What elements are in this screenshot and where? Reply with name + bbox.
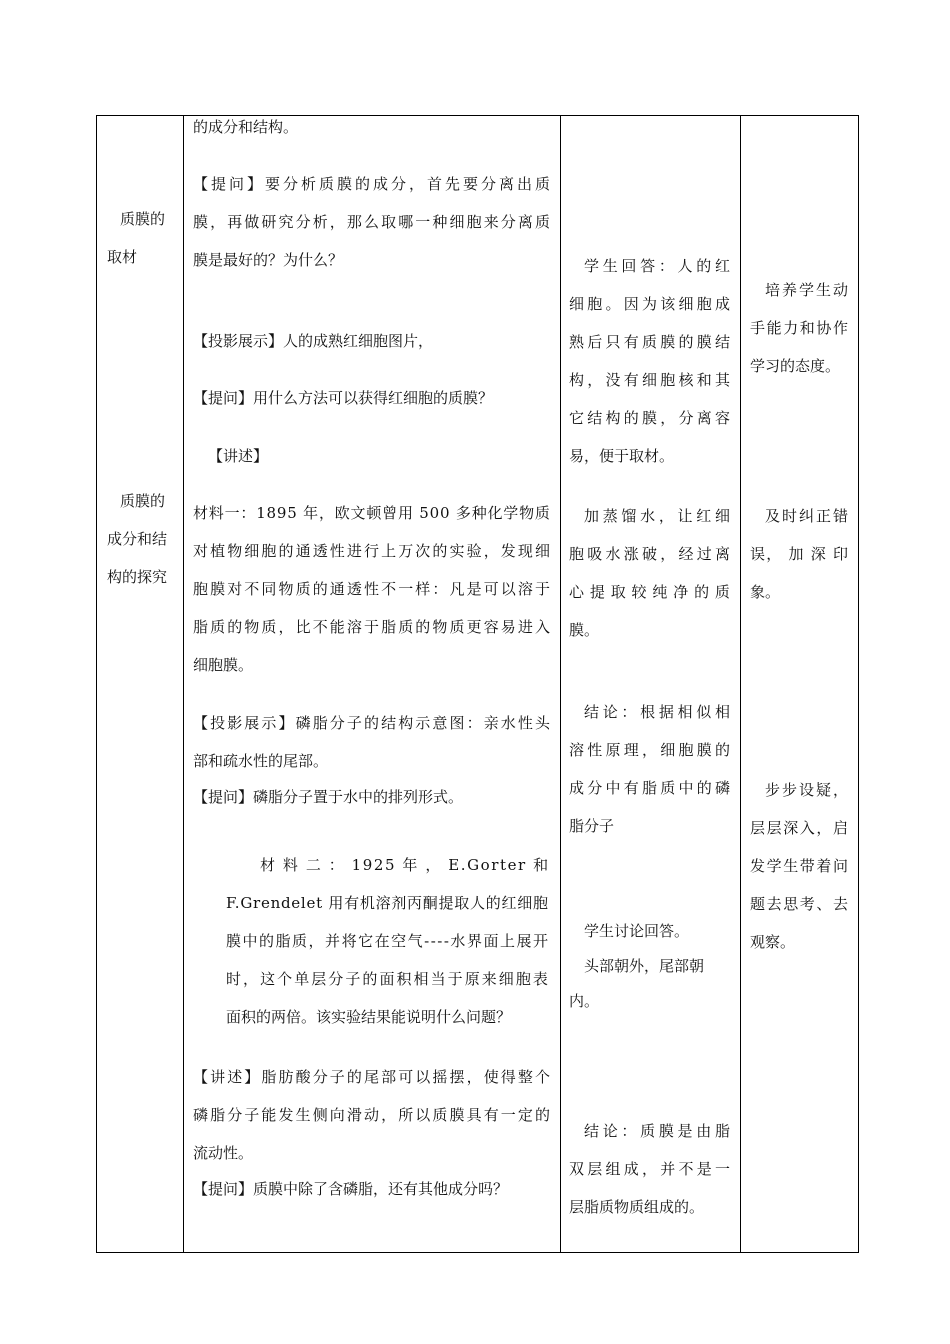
design-intent-line: 误， 加 深 印 bbox=[750, 545, 850, 563]
student-answer-line: 结论：质膜是由脂 bbox=[584, 1122, 734, 1140]
row-topic-label-line: 质膜的 bbox=[120, 492, 166, 510]
student-answer-line: 细胞。因为该细胞成 bbox=[569, 295, 734, 313]
content-paragraph-line: 【提问】要分析质膜的成分，首先要分离出质 bbox=[193, 175, 554, 193]
design-intent-line: 步步设疑， bbox=[765, 781, 851, 799]
content-paragraph-line: 【提问】用什么方法可以获得红细胞的质膜？ bbox=[193, 389, 494, 407]
design-intent-line: 学习的态度。 bbox=[750, 357, 841, 375]
student-answer-line: 学生回答：人的红 bbox=[584, 257, 734, 275]
content-paragraph-line: 膜是最好的？为什么？ bbox=[193, 251, 344, 269]
student-answer-line: 层脂质物质组成的。 bbox=[569, 1198, 705, 1216]
content-paragraph-line: 膜中的脂质，并将它在空气----水界面上展开 bbox=[226, 932, 550, 950]
content-paragraph-line: 【提问】磷脂分子置于水中的排列形式。 bbox=[193, 788, 464, 806]
student-answer-line: 成分中有脂质中的磷 bbox=[569, 779, 734, 797]
row-topic-label-line: 取材 bbox=[107, 248, 138, 266]
content-paragraph-line: 脂质的物质，比不能溶于脂质的物质更容易进入 bbox=[193, 618, 553, 636]
content-paragraph-line: 【提问】质膜中除了含磷脂，还有其他成分吗？ bbox=[193, 1180, 509, 1198]
content-paragraph-line: F.Grendelet 用有机溶剂丙酮提取人的红细胞 bbox=[226, 894, 549, 912]
student-answer-line: 内。 bbox=[569, 992, 600, 1010]
content-paragraph-line: 【讲述】 bbox=[208, 447, 269, 465]
row-topic-label-line: 质膜的 bbox=[120, 210, 166, 228]
student-answer-line: 易，便于取材。 bbox=[569, 447, 675, 465]
student-answer-line: 膜。 bbox=[569, 621, 600, 639]
column-divider bbox=[560, 116, 561, 1252]
content-paragraph-line: 对植物细胞的通透性进行上万次的实验，发现细 bbox=[193, 542, 553, 560]
student-answer-line: 心 提 取 较 纯 净 的 质 bbox=[569, 583, 731, 601]
content-paragraph-line: 【讲述】脂肪酸分子的尾部可以摇摆，使得整个 bbox=[193, 1068, 553, 1086]
design-intent-line: 培养学生动 bbox=[765, 281, 851, 299]
row-topic-label-line: 构的探究 bbox=[107, 568, 168, 586]
student-answer-line: 胞吸水涨破，经过离 bbox=[569, 545, 734, 563]
design-intent-line: 层层深入，启 bbox=[750, 819, 850, 837]
content-paragraph-line: 【投影展示】磷脂分子的结构示意图：亲水性头 bbox=[193, 714, 553, 732]
content-paragraph-line: 的成分和结构。 bbox=[193, 118, 299, 136]
student-answer-line: 双层组成，并不是一 bbox=[569, 1160, 734, 1178]
design-intent-line: 发学生带着问 bbox=[750, 857, 850, 875]
column-divider bbox=[740, 116, 741, 1252]
student-answer-line: 加蒸馏水，让红细 bbox=[584, 507, 734, 525]
content-paragraph-line: 磷脂分子能发生侧向滑动，所以质膜具有一定的 bbox=[193, 1106, 553, 1124]
column-divider bbox=[183, 116, 184, 1252]
design-intent-line: 观察。 bbox=[750, 933, 796, 951]
content-paragraph-line: 材 料 二 ： 1925 年 ， E.Gorter 和 bbox=[260, 856, 550, 874]
student-answer-line: 学生讨论回答。 bbox=[584, 922, 690, 940]
student-answer-line: 熟后只有质膜的膜结 bbox=[569, 333, 734, 351]
content-paragraph-line: 面积的两倍。该实验结果能说明什么问题？ bbox=[226, 1008, 512, 1026]
row-topic-label-line: 成分和结 bbox=[107, 530, 168, 548]
content-paragraph-line: 细胞膜。 bbox=[193, 656, 254, 674]
content-paragraph-line: 【投影展示】人的成熟红细胞图片， bbox=[193, 332, 434, 350]
design-intent-line: 手能力和协作 bbox=[750, 319, 850, 337]
content-paragraph-line: 膜，再做研究分析，那么取哪一种细胞来分离质 bbox=[193, 213, 553, 231]
student-answer-line: 结论：根据相似相 bbox=[584, 703, 734, 721]
content-paragraph-line: 流动性。 bbox=[193, 1144, 254, 1162]
content-paragraph-line: 材料一：1895 年，欧文顿曾用 500 多种化学物质 bbox=[193, 504, 551, 522]
student-answer-line: 构，没有细胞核和其 bbox=[569, 371, 734, 389]
design-intent-line: 题去思考、去 bbox=[750, 895, 850, 913]
design-intent-line: 及时纠正错 bbox=[765, 507, 851, 525]
student-answer-line: 头部朝外，尾部朝 bbox=[584, 957, 705, 975]
content-paragraph-line: 胞膜对不同物质的通透性不一样：凡是可以溶于 bbox=[193, 580, 553, 598]
content-paragraph-line: 时，这个单层分子的面积相当于原来细胞表 bbox=[226, 970, 550, 988]
content-paragraph-line: 部和疏水性的尾部。 bbox=[193, 752, 329, 770]
student-answer-line: 脂分子 bbox=[569, 817, 615, 835]
student-answer-line: 它结构的膜，分离容 bbox=[569, 409, 734, 427]
student-answer-line: 溶性原理，细胞膜的 bbox=[569, 741, 734, 759]
design-intent-line: 象。 bbox=[750, 583, 781, 601]
